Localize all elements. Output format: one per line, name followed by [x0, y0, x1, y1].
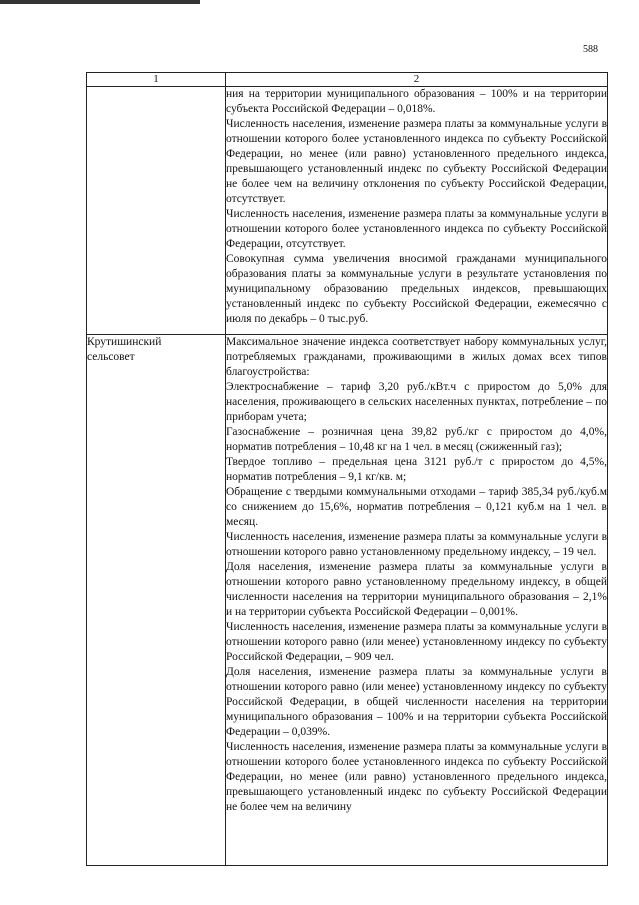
description-cell [226, 335, 608, 866]
paragraph: Доля населения, изменение размера платы за коммунальные услуги в отношении которого равно установленному предельному индексу, в общей численности населения на территории муниципального образования – 2,1% и на территории субъекта Российской Федерации – 0,001%. [226, 561, 607, 618]
table-row [87, 335, 608, 866]
paragraph: Максимальное значение индекса соответствует набору коммунальных услуг, потребляемых гражданами, проживающими в жилых домах всех типов благоустройства: [226, 336, 607, 378]
paragraph: Твердое топливо – предельная цена 3121 руб./т с приростом до 4,5%, норматив потребления – 9,1 кг/кв. м; [226, 456, 607, 483]
municipality-name-line: Крутишинский [87, 336, 162, 348]
paragraph: Численность населения, изменение размера платы за коммунальные услуги в отношении которого равно (или менее) установленному индексу по субъекту Российской Федерации, – 909 чел. [226, 621, 607, 663]
municipality-name-line: сельсовет [87, 351, 135, 363]
scan-edge-mark [0, 0, 200, 4]
paragraph: Обращение с твердыми коммунальными отходами – тариф 385,34 руб./куб.м со снижением до 15,6%, норматив потребления – 0,121 куб.м на 1 чел. в месяц. [226, 486, 607, 528]
paragraph: Газоснабжение – розничная цена 39,82 руб./кг с приростом до 4,0%, норматив потребления – 10,48 кг на 1 чел. в месяц (сжиженный газ); [226, 426, 607, 453]
table-header-row [87, 73, 608, 87]
table-row [87, 87, 608, 335]
description-cell [226, 87, 608, 335]
paragraph: Совокупная сумма увеличения вносимой гражданами муниципального образования платы за коммунальные услуги в результате установления по муниципальному образованию предельных индексов, превышающих установленный индекс по субъекту Российской Федерации, ежемесячно с июля по декабрь – 0 тыс.руб. [226, 253, 607, 325]
municipality-cell [87, 87, 226, 335]
header-col-1: 1 [87, 73, 226, 87]
paragraph: Численность населения, изменение размера платы за коммунальные услуги в отношении которого более установленного индекса по субъекту Российской Федерации, но менее (или равно) установленного предельного индекса, превышающего установленный индекс по субъекту Российской Федерации не более чем на величину [226, 741, 607, 813]
paragraph: Численность населения, изменение размера платы за коммунальные услуги в отношении которого более установленного индекса по субъекту Российской Федерации, но менее (или равно) установленного предельного индекса, превышающего установленный индекс по субъекту Российской Федерации не более чем на величину отклонения по субъекту Российской Федерации, отсутствует. [226, 118, 607, 205]
header-col-2: 2 [226, 73, 608, 87]
paragraph: Численность населения, изменение размера платы за коммунальные услуги в отношении которого более установленного индекса по субъекту Российской Федерации, отсутствует. [226, 208, 607, 250]
municipality-cell [87, 335, 226, 866]
page-number: 588 [583, 44, 598, 55]
paragraph: Численность населения, изменение размера платы за коммунальные услуги в отношении которого равно установленному предельному индексу, – 19 чел. [226, 531, 607, 558]
document-table [86, 72, 608, 866]
paragraph: Доля населения, изменение размера платы за коммунальные услуги в отношении которого равно (или менее) установленному индексу по субъекту Российской Федерации, в общей численности населения на территории муниципального образования – 100% и на территории субъекта Российской Федерации – 0,039%. [226, 666, 607, 738]
paragraph: ния на территории муниципального образования – 100% и на территории субъекта Российской Федерации – 0,018%. [226, 88, 607, 115]
paragraph: Электроснабжение – тариф 3,20 руб./кВт.ч с приростом до 5,0% для населения, проживающего в сельских населенных пунктах, потребление – по приборам учета; [226, 381, 607, 423]
